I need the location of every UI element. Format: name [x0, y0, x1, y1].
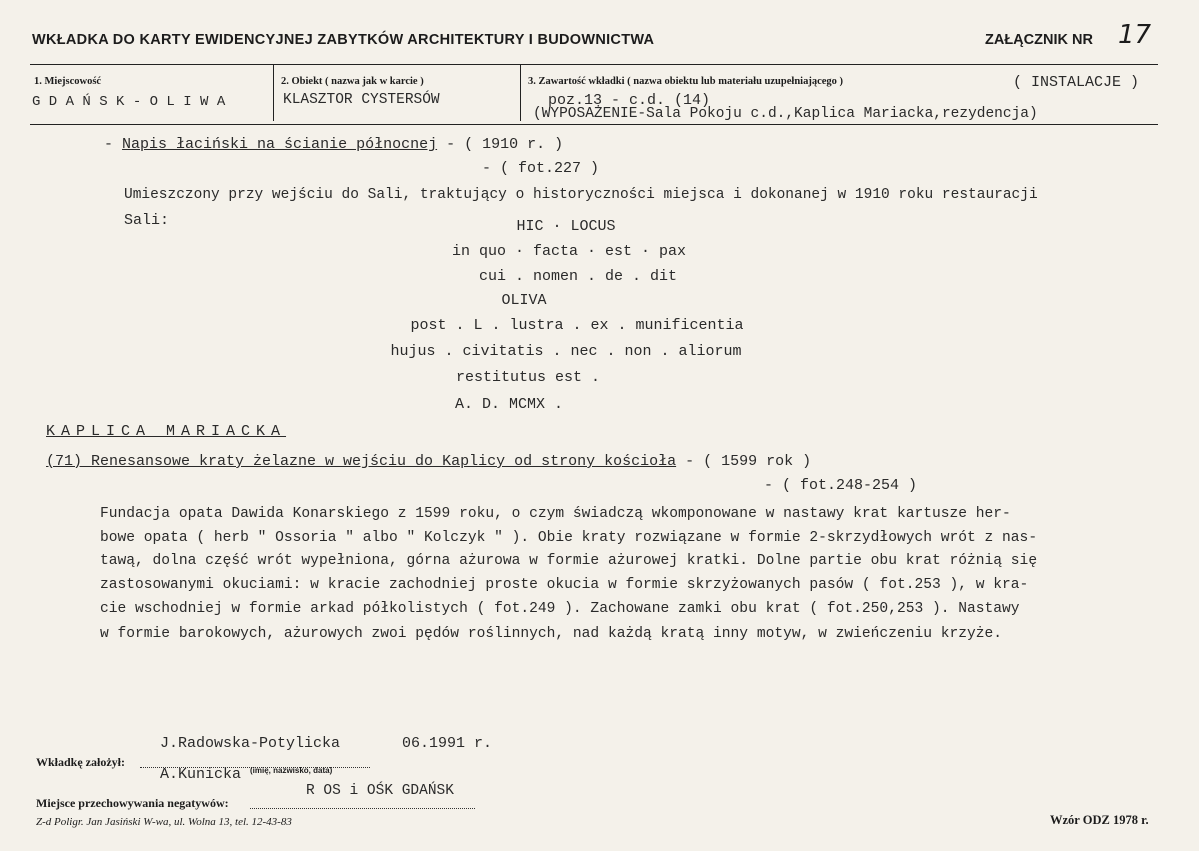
- field-divider-2: [520, 65, 521, 121]
- chapel-paragraph-line: w formie barokowych, ażurowych zwoi pędów roślinnych, nad każdą kratą inny motyw, w zwieńczeniu krzyże.: [100, 626, 1003, 642]
- inscription-line: restitutus est .: [455, 369, 601, 386]
- field-content-tag: ( INSTALACJE ): [1013, 74, 1140, 91]
- field-locality-value: G D A Ń S K - O L I W A: [32, 94, 226, 110]
- chapel-item-heading: [46, 453, 811, 470]
- field-object-label: 2. Obiekt ( nazwa jak w karcie ): [281, 76, 424, 87]
- header-bottom-rule: [30, 124, 1158, 125]
- inscription-desc-line2: Sali:: [124, 212, 170, 229]
- field-divider-1: [273, 65, 274, 121]
- author-primary: J.Radowska-Potylicka: [160, 735, 341, 752]
- inscription-line: in quo · facta · est · pax: [451, 243, 687, 260]
- chapel-item-heading-text: (71) Renesansowe kraty żelazne w wejściu do Kaplicy od strony kościoła: [46, 453, 677, 470]
- inscription-line: cui . nomen . de . dit: [478, 268, 678, 285]
- chapel-paragraph-line: tawą, dolna część wrót wypełniona, górna ażurowa w formie ażurowej kratki. Dolne partie obu krat różnią się: [100, 553, 1038, 569]
- founder-label: Wkładkę założył:: [36, 755, 125, 769]
- attachment-number: 17: [1118, 20, 1152, 50]
- field-content-line1: poz.13 - c.d. (14): [548, 92, 711, 109]
- inscription-line: OLIVA: [501, 292, 547, 309]
- inscription-heading-title: Napis łaciński na ścianie północnej: [122, 136, 438, 153]
- inscription-line: post . L . lustra . ex . munificentia: [410, 317, 744, 334]
- chapel-paragraph-line: zastosowanymi okuciami: w kracie zachodniej proste okucia w formie skrzyżowanych pasów ( fot.253 ), w kra-: [100, 577, 1029, 593]
- field-object-value: KLASZTOR CYSTERSÓW: [283, 92, 440, 108]
- negatives-location-label: Miejsce przechowywania negatywów:: [36, 796, 229, 810]
- attachment-label: ZAŁĄCZNIK NR: [985, 32, 1093, 48]
- author-hint: (imię, nazwisko, data): [250, 766, 333, 775]
- entry-date: 06.1991 r.: [402, 735, 493, 752]
- field-content-line2: (WYPOSAŻENIE-Sala Pokoju c.d.,Kaplica Mariacka,rezydencja): [533, 106, 1038, 122]
- field-locality-label: 1. Miejscowość: [34, 76, 102, 87]
- inscription-heading-dash: -: [104, 136, 114, 153]
- form-title: WKŁADKA DO KARTY EWIDENCYJNEJ ZABYTKÓW ARCHITEKTURY I BUDOWNICTWA: [32, 32, 655, 48]
- chapel-section-title: KAPLICA MARIACKA: [46, 423, 287, 440]
- negatives-location-value: R OS i OŚK GDAŃSK: [306, 783, 454, 799]
- chapel-item-date: - ( 1599 rok ): [676, 453, 812, 470]
- chapel-item-photo-ref: - ( fot.248-254 ): [764, 477, 918, 494]
- inscription-photo-ref: - ( fot.227 ): [482, 160, 600, 177]
- author-secondary: A.Kunicka: [160, 766, 242, 783]
- inscription-heading-date: - ( 1910 r. ): [437, 136, 564, 153]
- inscription-line: hujus . civitatis . nec . non . aliorum: [390, 343, 742, 360]
- chapel-paragraph-line: Fundacja opata Dawida Konarskiego z 1599 roku, o czym świadczą wkomponowane w nastawy krat kartusze her-: [100, 506, 1011, 522]
- inscription-line: HIC · LOCUS: [516, 218, 616, 235]
- negatives-dotted-line: [250, 796, 475, 809]
- inscription-line: A. D. MCMX .: [454, 396, 564, 413]
- printer-info: Z-d Poligr. Jan Jasiński W-wa, ul. Wolna 13, tel. 12-43-83: [36, 816, 292, 828]
- header-top-rule: [30, 64, 1158, 65]
- form-template-id: Wzór ODZ 1978 r.: [1050, 813, 1149, 827]
- chapel-paragraph-line: cie wschodniej w formie arkad półkolistych ( fot.249 ). Zachowane zamki obu krat ( fot.250,253 ). Nastawy: [100, 601, 1020, 617]
- field-content-label: 3. Zawartość wkładki ( nazwa obiektu lub materiału uzupełniającego ): [528, 76, 844, 87]
- chapel-paragraph-line: bowe opata ( herb " Ossoria " albo " Kolczyk " ). Obie kraty rozwiązane w formie 2-skrzydłowych wrót z nas-: [100, 530, 1038, 546]
- inscription-heading: [104, 136, 563, 153]
- inscription-desc-line1: Umieszczony przy wejściu do Sali, traktujący o historyczności miejsca i dokonanej w 1910 roku restauracji: [124, 187, 1038, 203]
